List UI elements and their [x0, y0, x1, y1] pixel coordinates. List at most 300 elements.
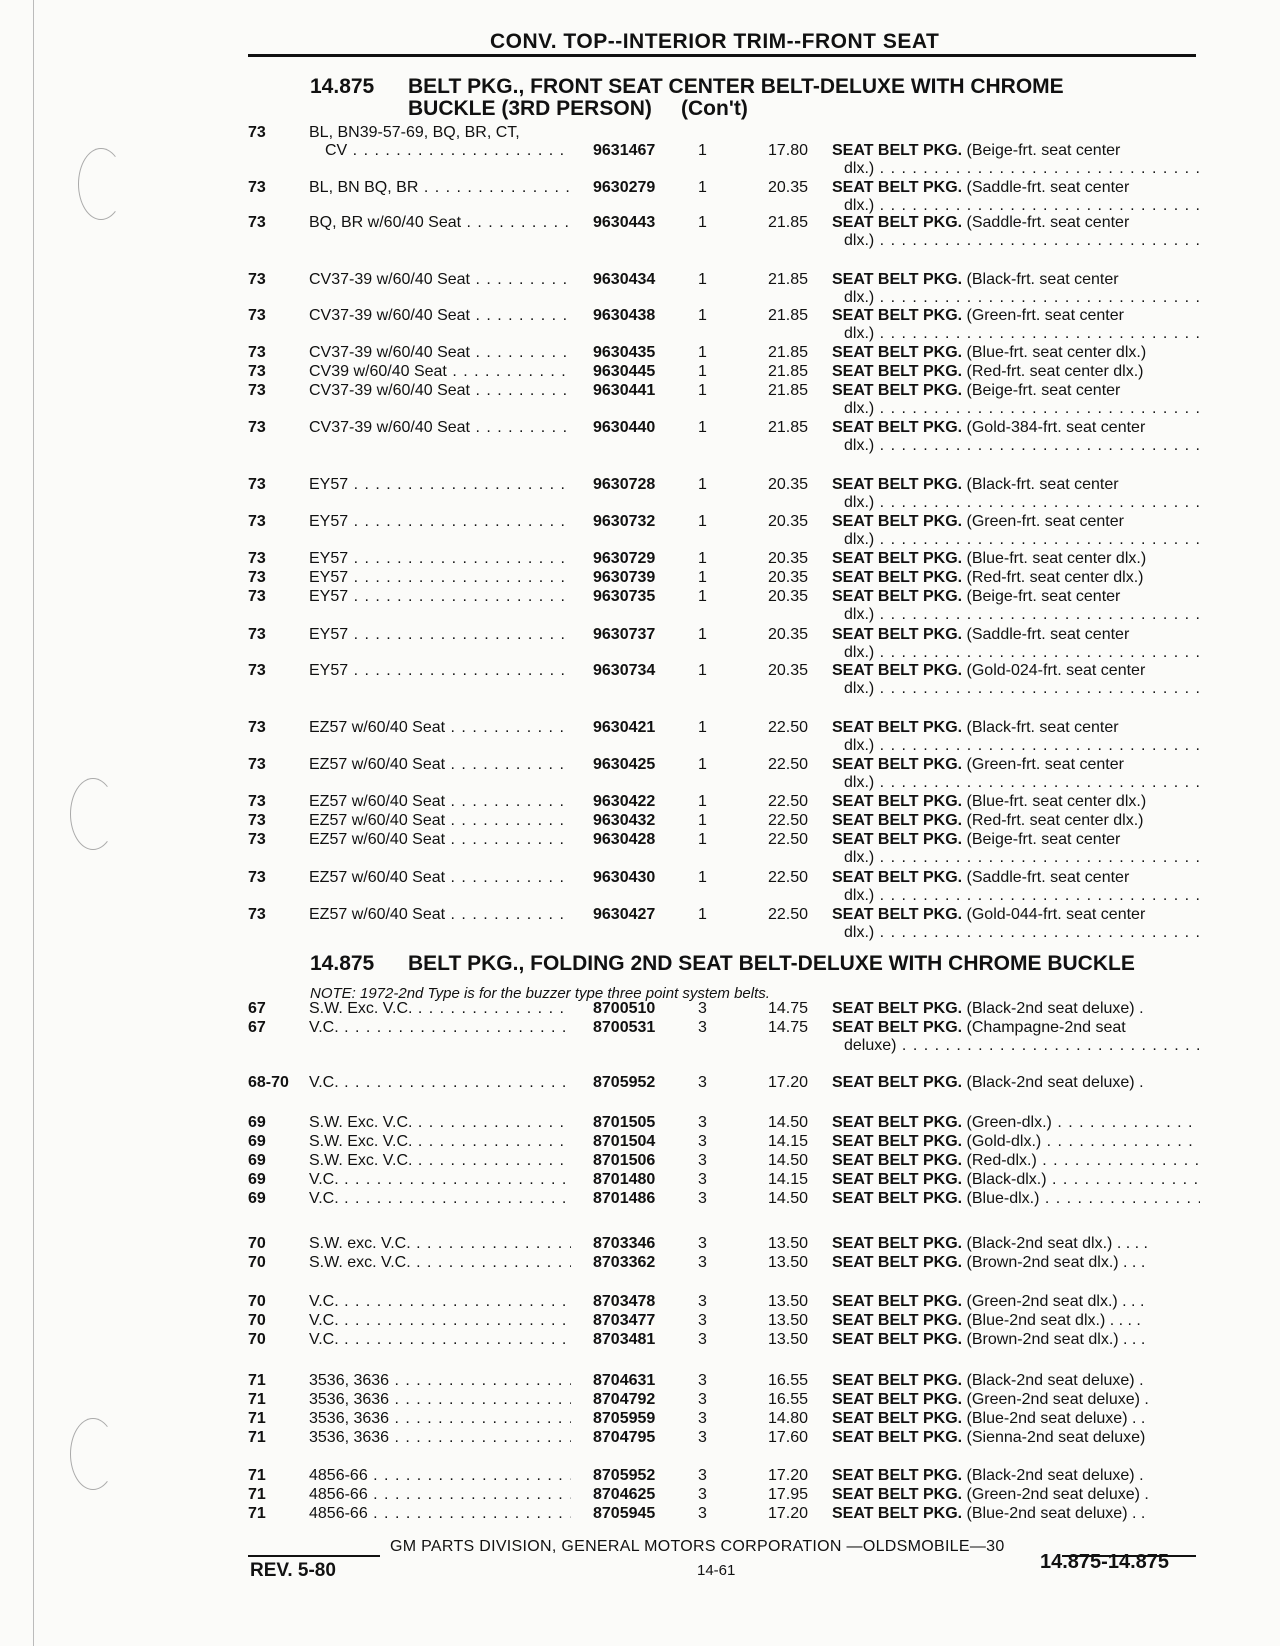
description-line: [832, 1133, 1200, 1151]
part-number: 8701506: [593, 1152, 656, 1169]
model-line: EY57 . . .: [309, 626, 571, 644]
description-line: [832, 476, 1200, 494]
price: 20.35: [767, 662, 808, 679]
model-line: CV37-39 w/60/40 Seat . . .: [309, 382, 571, 400]
quantity: 1: [698, 662, 707, 679]
quantity: 1: [698, 793, 707, 810]
description-text: (Green-dlx.): [966, 1114, 1052, 1131]
price: 22.50: [767, 906, 808, 923]
quantity: 1: [698, 307, 707, 324]
description-text: (Red-frt. seat center dlx.): [966, 569, 1144, 586]
quantity: 1: [698, 476, 707, 493]
model-line: CV39 w/60/40 Seat . . .: [309, 363, 571, 381]
part-number: 9630739: [593, 569, 656, 586]
description-lead: SEAT BELT PKG.: [832, 793, 963, 810]
description-text: (Black-frt. seat center: [966, 719, 1119, 736]
quantity: 1: [698, 179, 707, 196]
model-line: EY57 . . .: [309, 513, 571, 531]
year: 67: [248, 1019, 266, 1036]
year: 73: [248, 550, 266, 567]
description: [832, 812, 1200, 830]
quantity: 3: [698, 1254, 707, 1271]
description: [832, 1000, 1200, 1018]
footer-rule: [248, 1555, 380, 1557]
quantity: 1: [698, 588, 707, 605]
year: 73: [248, 382, 266, 399]
price: 20.35: [767, 550, 808, 567]
description-lead: SEAT BELT PKG.: [832, 142, 963, 159]
footer-section-range: 14.875-14.875: [1040, 1551, 1170, 1573]
part-number: 9630432: [593, 812, 656, 829]
description-text: (Brown-2nd seat dlx.) . . .: [966, 1254, 1146, 1271]
quantity: 3: [698, 1429, 707, 1446]
description-lead: SEAT BELT PKG.: [832, 179, 963, 196]
binder-hole: [70, 778, 116, 850]
price: 22.50: [767, 756, 808, 773]
quantity: 3: [698, 1114, 707, 1131]
quantity: 1: [698, 271, 707, 288]
part-number: 8704795: [593, 1429, 656, 1446]
description-lead: SEAT BELT PKG.: [832, 831, 963, 848]
part-number: 9630427: [593, 906, 656, 923]
year: 68-70: [248, 1074, 289, 1091]
quantity: 1: [698, 719, 707, 736]
model-applicability: [309, 550, 571, 568]
description: [832, 179, 1200, 215]
year: 73: [248, 513, 266, 530]
description: [832, 1391, 1200, 1409]
price: 21.85: [767, 307, 808, 324]
description-line: dlx.) . . .: [832, 737, 1200, 755]
model-line: EZ57 w/60/40 Seat . . .: [309, 793, 571, 811]
part-number: 8705945: [593, 1505, 656, 1522]
price: 21.85: [767, 214, 808, 231]
description-lead: SEAT BELT PKG.: [832, 344, 963, 361]
part-number: 9630428: [593, 831, 656, 848]
year: 69: [248, 1133, 266, 1150]
description: [832, 756, 1200, 792]
year: 69: [248, 1152, 266, 1169]
description-line: [832, 1505, 1200, 1523]
model-line: 4856-66 . . .: [309, 1467, 571, 1485]
description-lead: SEAT BELT PKG.: [832, 1133, 963, 1150]
part-number: 8705952: [593, 1074, 656, 1091]
year: 73: [248, 662, 266, 679]
model-line: EY57 . . .: [309, 662, 571, 680]
model-applicability: [309, 1312, 571, 1330]
quantity: 1: [698, 214, 707, 231]
price: 22.50: [767, 793, 808, 810]
section-note: NOTE: 1972-2nd Type is for the buzzer type three point system belts.: [310, 985, 770, 1002]
description-text: (Green-2nd seat deluxe) .: [966, 1486, 1149, 1503]
part-number: 9630435: [593, 344, 656, 361]
description-text: (Black-2nd seat dlx.) . . . .: [966, 1235, 1148, 1252]
binder-hole: [78, 148, 124, 220]
model-line: CV37-39 w/60/40 Seat . . .: [309, 419, 571, 437]
quantity: 1: [698, 906, 707, 923]
description-line: [832, 382, 1200, 400]
model-applicability: [309, 1190, 571, 1208]
description-text: (Beige-frt. seat center: [966, 142, 1121, 159]
description-lead: SEAT BELT PKG.: [832, 1505, 963, 1522]
description-line: [832, 344, 1200, 362]
part-number: 8701505: [593, 1114, 656, 1131]
model-applicability: [309, 1467, 571, 1485]
description-lead: SEAT BELT PKG.: [832, 271, 963, 288]
model-line: CV37-39 w/60/40 Seat . . .: [309, 307, 571, 325]
year: 69: [248, 1190, 266, 1207]
description-lead: SEAT BELT PKG.: [832, 513, 963, 530]
part-number: 8704631: [593, 1372, 656, 1389]
model-line: EY57 . . .: [309, 550, 571, 568]
quantity: 1: [698, 569, 707, 586]
model-line: V.C. . . .: [309, 1312, 571, 1330]
page-edge: [33, 0, 34, 1646]
price: 14.15: [767, 1171, 808, 1188]
price: 17.20: [767, 1505, 808, 1522]
description: [832, 214, 1200, 250]
description-text: (Red-frt. seat center dlx.): [966, 812, 1144, 829]
model-line: BL, BN39-57-69, BQ, BR, CT,: [309, 124, 520, 141]
model-applicability: [309, 793, 571, 811]
description-line: deluxe) . . .: [832, 1037, 1200, 1055]
description-line: [832, 271, 1200, 289]
model-line: S.W. Exc. V.C. . . .: [309, 1114, 571, 1132]
description: [832, 1505, 1200, 1523]
description-text: (Champagne-2nd seat: [966, 1019, 1126, 1036]
quantity: 3: [698, 1293, 707, 1310]
description-lead: SEAT BELT PKG.: [832, 1429, 963, 1446]
model-applicability: [309, 1486, 571, 1504]
description-line: [832, 1486, 1200, 1504]
price: 22.50: [767, 812, 808, 829]
year: 73: [248, 476, 266, 493]
description-text: (Saddle-frt. seat center: [966, 179, 1130, 196]
description-line: [832, 869, 1200, 887]
part-number: 9630430: [593, 869, 656, 886]
model-line: BL, BN BQ, BR . . .: [309, 179, 571, 197]
section-number: 14.875: [310, 952, 375, 975]
quantity: 1: [698, 363, 707, 380]
description-text: (Blue-frt. seat center dlx.): [966, 344, 1147, 361]
description-text: (Blue-frt. seat center dlx.): [966, 550, 1147, 567]
description: [832, 1429, 1200, 1447]
part-number: 9630425: [593, 756, 656, 773]
year: 73: [248, 831, 266, 848]
description-text: (Red-dlx.): [966, 1152, 1037, 1169]
description: [832, 1235, 1200, 1253]
year: 73: [248, 307, 266, 324]
year: 73: [248, 271, 266, 288]
year: 67: [248, 1000, 266, 1017]
description-text: (Blue-frt. seat center dlx.): [966, 793, 1147, 810]
description-lead: SEAT BELT PKG.: [832, 906, 963, 923]
part-number: 9630737: [593, 626, 656, 643]
description-lead: SEAT BELT PKG.: [832, 363, 963, 380]
year: 70: [248, 1293, 266, 1310]
section-subtitle: BUCKLE (3RD PERSON) (Con't): [408, 97, 748, 120]
model-applicability: [309, 906, 571, 924]
year: 71: [248, 1410, 266, 1427]
model-line: CV37-39 w/60/40 Seat . . .: [309, 271, 571, 289]
description-line: [832, 550, 1200, 568]
description-line: dlx.) . . .: [832, 325, 1200, 343]
year: 73: [248, 569, 266, 586]
model-line: S.W. Exc. V.C. . . .: [309, 1000, 571, 1018]
description-line: [832, 1331, 1200, 1349]
price: 16.55: [767, 1372, 808, 1389]
year: 73: [248, 419, 266, 436]
quantity: 1: [698, 831, 707, 848]
model-line: EY57 . . .: [309, 569, 571, 587]
description-line: [832, 1152, 1200, 1170]
description-line: dlx.) . . .: [832, 437, 1200, 455]
year: 71: [248, 1486, 266, 1503]
model-line: EY57 . . .: [309, 476, 571, 494]
price: 20.35: [767, 179, 808, 196]
quantity: 1: [698, 812, 707, 829]
description-text: (Gold-384-frt. seat center: [966, 419, 1146, 436]
part-number: 8700531: [593, 1019, 656, 1036]
model-applicability: [309, 1505, 571, 1523]
description: [832, 1254, 1200, 1272]
year: 69: [248, 1114, 266, 1131]
model-applicability: [309, 124, 571, 160]
description-lead: SEAT BELT PKG.: [832, 1467, 963, 1484]
header-rule: [248, 54, 1196, 57]
year: 70: [248, 1331, 266, 1348]
section-heading-second-seat: [310, 953, 1135, 975]
section-title: BELT PKG., FOLDING 2ND SEAT BELT-DELUXE WITH CHROME BUCKLE: [408, 952, 1135, 975]
description-line: [832, 626, 1200, 644]
part-number: 8703477: [593, 1312, 656, 1329]
description-line: [832, 588, 1200, 606]
description-lead: SEAT BELT PKG.: [832, 1019, 963, 1036]
quantity: 3: [698, 1190, 707, 1207]
model-line: EY57 . . .: [309, 588, 571, 606]
model-line: EZ57 w/60/40 Seat . . .: [309, 756, 571, 774]
description-text: (Saddle-frt. seat center: [966, 869, 1130, 886]
model-line: 3536, 3636 . . .: [309, 1391, 571, 1409]
description-lead: SEAT BELT PKG.: [832, 719, 963, 736]
year: 71: [248, 1391, 266, 1408]
part-number: 8704792: [593, 1391, 656, 1408]
model-applicability: [309, 588, 571, 606]
description-text: (Blue-2nd seat deluxe) . .: [966, 1410, 1146, 1427]
description: [832, 1467, 1200, 1485]
description-line: dlx.) . . .: [832, 494, 1200, 512]
model-applicability: [309, 1331, 571, 1349]
description-line: [832, 1410, 1200, 1428]
description-lead: SEAT BELT PKG.: [832, 662, 963, 679]
description-text: (Beige-frt. seat center: [966, 382, 1121, 399]
model-applicability: [309, 1372, 571, 1390]
part-number: 8705952: [593, 1467, 656, 1484]
description: [832, 419, 1200, 455]
year: 73: [248, 179, 266, 196]
part-number: 9630279: [593, 179, 656, 196]
description: [832, 1114, 1200, 1132]
model-line: S.W. exc. V.C. . . .: [309, 1254, 571, 1272]
section-title: BELT PKG., FRONT SEAT CENTER BELT-DELUXE WITH CHROME: [408, 75, 1064, 98]
model-line: V.C. . . .: [309, 1331, 571, 1349]
description: [832, 307, 1200, 343]
part-number: 9630422: [593, 793, 656, 810]
price: 22.50: [767, 831, 808, 848]
description-text: (Black-2nd seat deluxe) .: [966, 1467, 1144, 1484]
model-applicability: [309, 1152, 571, 1170]
description-line: dlx.) . . .: [832, 644, 1200, 662]
model-applicability: [309, 1235, 571, 1253]
page-title: CONV. TOP--INTERIOR TRIM--FRONT SEAT: [490, 30, 940, 53]
description-line: [832, 142, 1200, 160]
price: 13.50: [767, 1331, 808, 1348]
quantity: 3: [698, 1467, 707, 1484]
description-line: [832, 906, 1200, 924]
description-lead: SEAT BELT PKG.: [832, 1152, 963, 1169]
description-lead: SEAT BELT PKG.: [832, 1372, 963, 1389]
description-line: [832, 831, 1200, 849]
description-text: (Green-frt. seat center: [966, 513, 1124, 530]
model-applicability: [309, 1293, 571, 1311]
description-lead: SEAT BELT PKG.: [832, 419, 963, 436]
description-line: [832, 363, 1200, 381]
price: 22.50: [767, 719, 808, 736]
model-line: S.W. Exc. V.C. . . .: [309, 1133, 571, 1151]
year: 73: [248, 214, 266, 231]
description-line: dlx.) . . .: [832, 400, 1200, 418]
quantity: 3: [698, 1152, 707, 1169]
quantity: 1: [698, 142, 707, 159]
model-applicability: [309, 569, 571, 587]
year: 71: [248, 1372, 266, 1389]
part-number: 9630441: [593, 382, 656, 399]
description-text: (Blue-2nd seat deluxe) . .: [966, 1505, 1146, 1522]
quantity: 1: [698, 756, 707, 773]
description-line: [832, 419, 1200, 437]
part-number: 9630421: [593, 719, 656, 736]
part-number: 8703346: [593, 1235, 656, 1252]
description-lead: SEAT BELT PKG.: [832, 812, 963, 829]
year: 71: [248, 1429, 266, 1446]
description-line: [832, 1235, 1200, 1253]
description-line: [832, 756, 1200, 774]
model-line: 4856-66 . . .: [309, 1505, 571, 1523]
model-line: EZ57 w/60/40 Seat . . .: [309, 812, 571, 830]
price: 16.55: [767, 1391, 808, 1408]
model-line: S.W. exc. V.C. . . .: [309, 1235, 571, 1253]
description: [832, 382, 1200, 418]
description: [832, 662, 1200, 698]
description-line: [832, 1429, 1200, 1447]
price: 13.50: [767, 1293, 808, 1310]
description-text: (Green-2nd seat dlx.) . . .: [966, 1293, 1145, 1310]
description-text: (Gold-024-frt. seat center: [966, 662, 1146, 679]
price: 17.20: [767, 1467, 808, 1484]
description: [832, 1152, 1200, 1170]
model-applicability: [309, 1114, 571, 1132]
description: [832, 1133, 1200, 1151]
description-text: (Beige-frt. seat center: [966, 831, 1121, 848]
model-line: V.C. . . .: [309, 1190, 571, 1208]
model-line: 3536, 3636 . . .: [309, 1410, 571, 1428]
price: 20.35: [767, 569, 808, 586]
description: [832, 1019, 1200, 1055]
quantity: 1: [698, 513, 707, 530]
description-line: dlx.) . . .: [832, 197, 1200, 215]
description: [832, 513, 1200, 549]
description-line: [832, 1114, 1200, 1132]
description-line: dlx.) . . .: [832, 887, 1200, 905]
description-lead: SEAT BELT PKG.: [832, 1235, 963, 1252]
description-lead: SEAT BELT PKG.: [832, 382, 963, 399]
description: [832, 1171, 1200, 1189]
year: 73: [248, 756, 266, 773]
model-line: EZ57 w/60/40 Seat . . .: [309, 869, 571, 887]
model-applicability: [309, 1000, 571, 1018]
year: 70: [248, 1254, 266, 1271]
quantity: 1: [698, 344, 707, 361]
price: 20.35: [767, 626, 808, 643]
description-text: (Sienna-2nd seat deluxe): [966, 1429, 1146, 1446]
description: [832, 869, 1200, 905]
quantity: 3: [698, 1312, 707, 1329]
model-line: CV37-39 w/60/40 Seat . . .: [309, 344, 571, 362]
model-applicability: [309, 662, 571, 680]
description-text: (Red-frt. seat center dlx.): [966, 363, 1144, 380]
part-number: 9630434: [593, 271, 656, 288]
footer-corporation: GM PARTS DIVISION, GENERAL MOTORS CORPORATION —OLDSMOBILE—30: [390, 1538, 1005, 1555]
year: 70: [248, 1235, 266, 1252]
description-lead: SEAT BELT PKG.: [832, 869, 963, 886]
quantity: 3: [698, 1391, 707, 1408]
model-applicability: [309, 1133, 571, 1151]
price: 21.85: [767, 271, 808, 288]
description-line: dlx.) . . .: [832, 160, 1200, 178]
price: 17.80: [767, 142, 808, 159]
part-number: 9630734: [593, 662, 656, 679]
model-applicability: [309, 1074, 571, 1092]
description-lead: SEAT BELT PKG.: [832, 307, 963, 324]
description-line: [832, 1372, 1200, 1390]
description: [832, 1410, 1200, 1428]
description-line: dlx.) . . .: [832, 774, 1200, 792]
price: 14.50: [767, 1152, 808, 1169]
year: 73: [248, 906, 266, 923]
part-number: 8703478: [593, 1293, 656, 1310]
description: [832, 344, 1200, 362]
price: 17.95: [767, 1486, 808, 1503]
price: 21.85: [767, 419, 808, 436]
quantity: 3: [698, 1331, 707, 1348]
description-text: (Saddle-frt. seat center: [966, 214, 1130, 231]
model-line: CV . . .: [309, 142, 571, 160]
price: 14.15: [767, 1133, 808, 1150]
description-line: [832, 1254, 1200, 1272]
model-line: BQ, BR w/60/40 Seat . . .: [309, 214, 571, 232]
year: 73: [248, 124, 266, 141]
price: 14.50: [767, 1190, 808, 1207]
description-line: dlx.) . . .: [832, 232, 1200, 250]
year: 73: [248, 812, 266, 829]
quantity: 3: [698, 1486, 707, 1503]
description: [832, 1331, 1200, 1349]
description-line: dlx.) . . .: [832, 289, 1200, 307]
description-line: [832, 214, 1200, 232]
part-number: 9630440: [593, 419, 656, 436]
part-number: 9630443: [593, 214, 656, 231]
description-lead: SEAT BELT PKG.: [832, 569, 963, 586]
